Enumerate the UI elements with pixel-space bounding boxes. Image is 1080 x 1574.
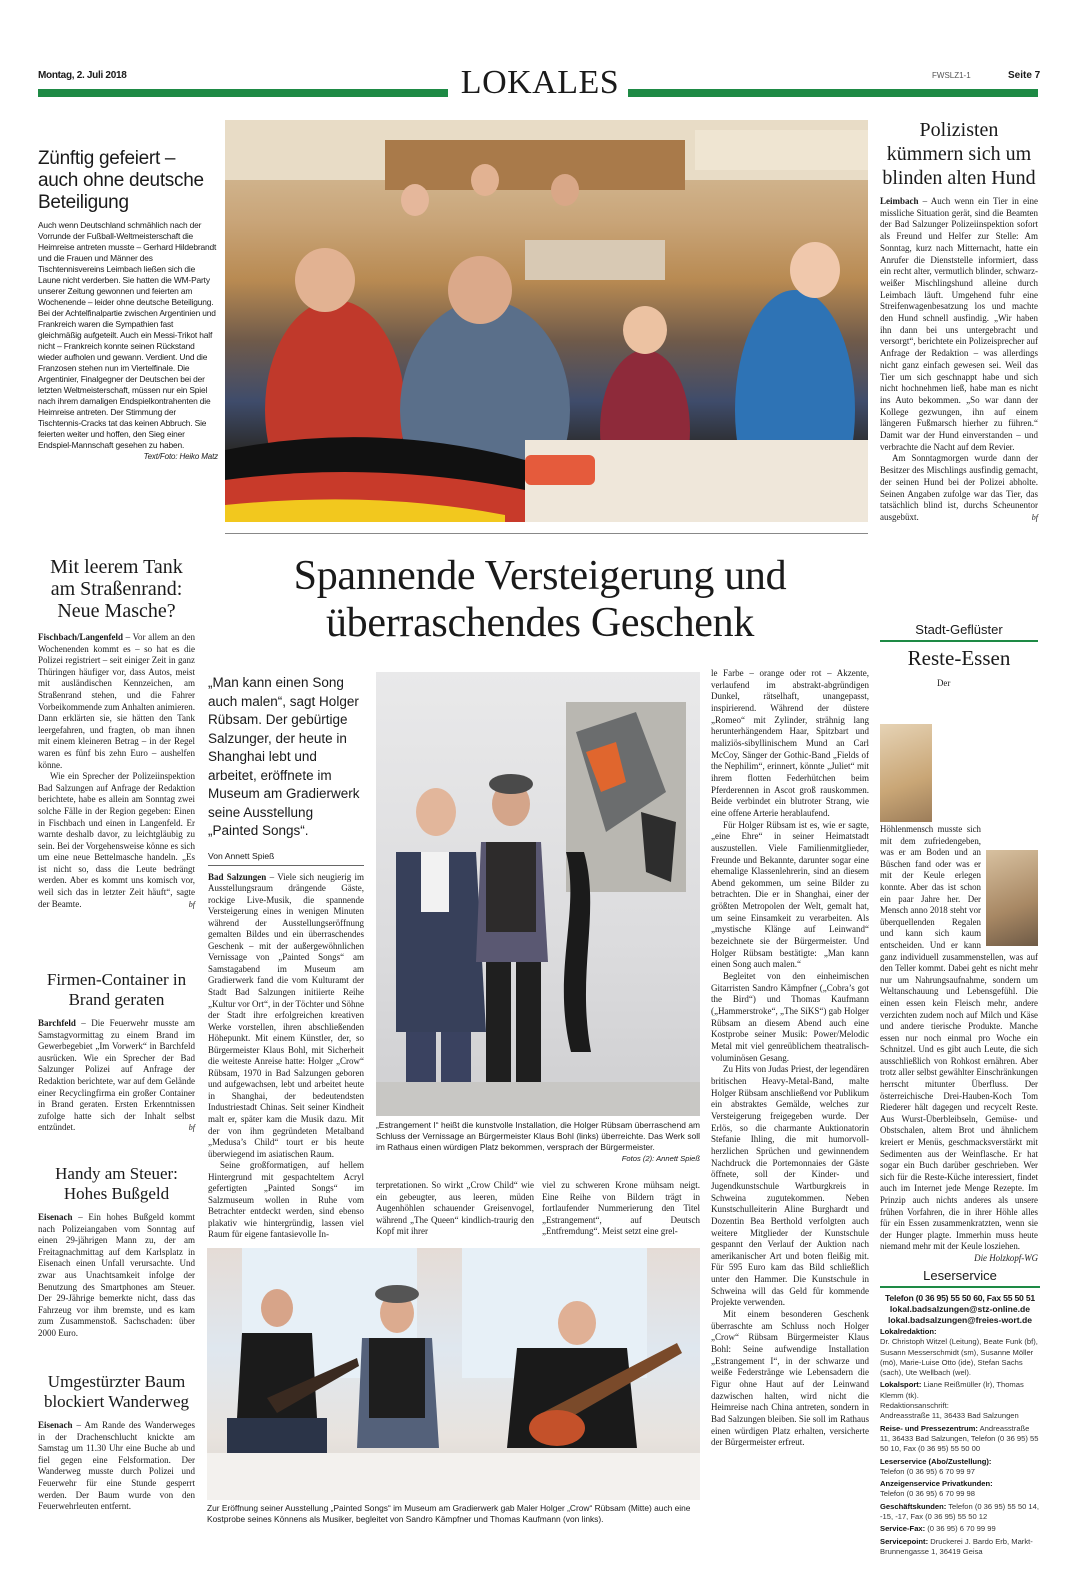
header-rule-right <box>628 89 1038 97</box>
main-headline: Spannende Versteigerung und überraschendes Geschenk <box>293 553 787 646</box>
article-body-5: Mit einem besonderen Geschenk überraschte am Schluss noch Holger „Crow“ Rübsam Bürgermeister Klaus Bohl: Seine aufwendige Installation „Estrangement I“, in der schwarze und weiße Federstränge wie Lebensadern die Figur ohne Haut auf der Leinwand dazwischen halten, wird nicht die Heimreise nach China antreten, sondern in Bad Salzungen bleiben. Sie soll im Rathaus einen würdigen Platz erhalten, versicherte der Bürgermeister erfreut. <box>711 1309 869 1448</box>
main-article-col1 <box>208 674 364 1241</box>
author-initials: bf <box>188 899 195 909</box>
header-rule-left <box>38 89 448 97</box>
body-text: – Am Rande des Wanderweges in der Drachenschlucht knickte am Samstag um 11.30 Uhr eine Buche ab und fiel gegen eine Felsformation. Der Wanderweg musste durch Polizei und Feuerwehr für eine Stunde gesperrt werden. Der Baum wurde von den Feuerwehrleuten entfernt. <box>38 1420 195 1512</box>
photo-credit: Fotos (2): Annett Spieß <box>621 1154 700 1163</box>
glosse-body-wrap <box>880 678 1038 1265</box>
anzeigen-phone: Telefon (0 36 95) 6 70 99 98 <box>880 1489 975 1499</box>
article-hund <box>880 118 1038 524</box>
servicepoint: Druckerei J. Bardo Erb, Markt-Brunnengasse 1, 36419 Geisa <box>880 1536 1033 1556</box>
headline: Polizisten kümmern sich um blinden alten Hund <box>882 119 1036 189</box>
article-fussball <box>38 148 218 462</box>
article-body-4: Zu Hits von Judas Priest, der legendären britischen Heavy-Metal-Band, malte Holger Rübsam anschließend vor Publikum ein abstraktes Gemälde, welches zur Versteigerung freigegeben wurde. Der Erlös, so die charmante Auktionatorin Stefanie Ihling, die mit humorvoll-herzlichen Sprüchen und gewinnendem Nachdruck die Portemonnaies der Gäste öffnete, soll der Kinder- und Jugendkunstschule Wartburgkreis in Schweina zugutekommen. Neben Kunstschulleiterin Aline Burghardt und Dozentin Bea Berthold verfolgten auch weitere Mitglieder der Kunstschule gespannt den Verlauf der Auktion nach amerikanischer Art und boten fleißig mit. Für 595 Euro kam das Bild schließlich unter den Hammer. Die Kunstschule in Schweina will das Geld für kommende Projekte verwenden. <box>711 1064 869 1308</box>
article-body: le Farbe – orange oder rot – Akzente, verlaufend im abstrakt-abgründigen Dunkel, rätselhaft, unangepasst, inspirierend. Während der düstere „Romeo“ mit Zylinder, strähnig lang herunterhängendem Haar, Spitzbart und maliziös-sibyllinischem Mund an Carl McCoy, Sänger der Gothic-Band „Fields of the Nephilim“, erinnert, könnte „Juliet“ mit ihrem flotten Federhütchen beim Pferderennen in Ascot groß rauskommen. Beide verbindet ein blutroter Strang, wie eine offene Arterie herablaufend. <box>711 668 869 818</box>
servicefax-label: Service-Fax: <box>880 1524 926 1534</box>
leserservice-title: Leserservice <box>880 1268 1040 1288</box>
contact-phone[interactable]: Telefon (0 36 95) 55 50 60, Fax 55 50 51 <box>885 1293 1035 1303</box>
article-body <box>38 220 218 461</box>
main-article-col3: viel zu schweren Krone mühsam neigt. Eine Reihe von Bildern trägt in fortlaufender Nummerierung den Titel „Estrangement“, auf Deutsch „Entfremdung“. Meist setzt eine grel- <box>542 1180 700 1237</box>
photo-caption-band: Zur Eröffnung seiner Ausstellung „Painted Songs“ im Museum am Gradierwerk gab Maler Holger „Crow“ Rübsam (Mitte) auch eine Kostprobe seines Könnens als Musiker, begleitet von Sandro Kämpfner und Thomas Kaufmann (von links). <box>207 1503 691 1524</box>
body-text: – Die Feuerwehr musste am Samstagvormittag zu einem Brand im Gewerbegebiet „Im Vorwerk“ in Barchfeld ausrücken. Wie ein Sprecher der Bad Salzunger Polizei auf Anfrage der Redaktion berichtete, war auf dem Gelände einer Recyclingfirma ein großer Container in Brand geraten. Ersten Erkenntnissen zufolge hatte sich der Inhalt selbst entzündet. <box>38 1018 195 1133</box>
body-text: – Ein hohes Bußgeld kommt nach Polizeiangaben vom Sonntag auf einen 29-jährigen Mann zu, der am Freitagnachmittag auf dem Karlsplatz in Eisenach einen Unfall verursachte. Und zwar aus Unachtsamkeit infolge der Benutzung des Smartphones am Steuer. Der 29-Jährige bemerkte nicht, dass das Fahrzeug vor ihm bremste, und es kam zum Zusammenstoß. Sachschaden: über 2000 Euro. <box>38 1212 195 1338</box>
sculpture-head-photo <box>880 724 932 822</box>
article-body-2: Für Holger Rübsam ist es, wie er sagte, „eine Ehre“ in seiner Heimatstadt auszustellen. Viele Familienmitglieder, Freunde und Bekannte, darunter sogar eine ehemalige Klassenlehrerin, sind an diesem Abend gekommen, um seine Bilder zu betrachten. Die er in Shanghai, einer der größten Metropolen der Welt, gemalt hat, um seine Einsamkeit zu verarbeiten. Als „mystische Klänge auf Leinwand“ bezeichnete sie der Bürgermeister. Und Holger Rübsam bestätigte: „Man kann einen Song auch malen.“ <box>711 819 869 970</box>
article-body <box>38 1420 195 1513</box>
reisezentrum-label: Reise- und Pressezentrum: <box>880 1423 978 1433</box>
caption-text: „Estrangement I“ heißt die kunstvolle Installation, die Holger Rübsam überraschend am Schluss der Vernissage an Bürgermeister Klaus Bohl (links) überreichte. Das Werk soll im Rathaus einen würdigen Platz bekommen, versprach der Bürgermeister. <box>376 1120 700 1152</box>
author-initials: bf <box>1031 512 1038 522</box>
band-photo <box>207 1248 700 1500</box>
lokalredaktion-staff: Dr. Christoph Witzel (Leitung), Beate Funk (bf), Susann Messerschmidt (sm), Susanne Möller (mö), Marie-Luise Otto (ide), Stefan Sachs (sach), Ute Wellbach (wel). <box>880 1337 1038 1378</box>
body-text: Auch wenn Deutschland schmählich nach der Vorrunde der Fußball-Weltmeisterschaft die Heimreise antreten musste – Gerhard Hildebrandt und die Frauen und Männer des Tischtennisvereins Leimbach ließen sich die Laune nicht verderben. Sie hatten die WM-Party unserer Zeitung gewonnen und feierten am Wochenende – leider ohne deutsche Beteiligung. Bei der Achtelfinalpartie zwischen Argentinien und Frankreich waren die Sympathien fast gleichmäßig aufgeteilt. Auch ein Messi-Trikot half nicht – Frankreich konnte seinen Rückstand wieder aufholen und gewann. Verdient. Und die Franzosen stehen nun im Viertelfinale. Die Argentinier, Finalgegner der Deutschen bei der letzten Weltmeisterschaft, müssen nur ein Spiel nach ihrem damaligen Endspielkontrahenten die Heimreise antreten. Der Stimmung der Tischtennis-Cracks tat das keinen Abbruch. Sie feierten weiter und hoffen, den Sieg einer Endspiel-Mannschaft gesehen zu haben. <box>38 220 217 450</box>
anzeigen-label: Anzeigenservice Privatkunden: <box>880 1479 993 1489</box>
leserservice-box <box>880 1268 1040 1557</box>
lokalsport-staff: Liane Reißmüller (lr), Thomas Klemm (tk). <box>880 1380 1024 1400</box>
party-photo-illustration <box>225 120 868 522</box>
article-body <box>38 632 195 771</box>
body-text: – Viele sich neugierig im Ausstellungsraum drängende Gäste, rockige Live-Musik, die spannende Versteigerung eines in wenigen Minuten während der Ausstellungseröffnung gemalten Bildes und ein überraschendes Geschenk – mit der außergewöhnlichen Vernissage von „Painted Songs“ am Samstagabend im Museum am Gradierwerk fand die vom Kulturamt der Stadt Bad Salzungen initiierte Reihe „Kultur vor Ort“, in der Töchter und Söhne der Stadt ihre erfolgreichen kreativen Werke vorstellen, ihren abschließenden Höhepunkt. Mit einem Künstler, der, so Bürgermeister Klaus Bohl, mit Sicherheit die weiteste Anreise hatte: Holger „Crow“ Rübsam, 1970 in Bad Salzungen geboren und aufgewachsen, lebt und arbeitet heute in Shanghai, der bedeutendsten Industriestadt Chinas. Seit seiner Kindheit malt er, später kam die Musik dazu. Mit der von ihm gegründeten Metalband „Medusa’s Child“ tourt er bis heute überwiegend im asiatischen Raum. <box>208 871 364 1159</box>
abo-phone: Telefon (0 36 95) 6 70 99 97 <box>880 1466 975 1476</box>
main-article-col2: terpretationen. So wirkt „Crow Child“ wie ein gebeugter, aus leeren, müden Augenhöhlen schauender Greisenvogel, während „The Queen“ kindlich-traurig den Kopf mit ihrer <box>376 1180 534 1237</box>
dateline: Eisenach <box>38 1212 73 1222</box>
dateline: Fischbach/Langenfeld <box>38 632 124 642</box>
headline: Handy am Steuer: Hohes Bußgeld <box>55 1164 178 1203</box>
author-initials: bf <box>188 1123 195 1133</box>
article-body-2 <box>880 453 1038 523</box>
headline: Firmen-Container in Brand geraten <box>46 970 187 1009</box>
installation-photo <box>376 672 700 1116</box>
divider <box>225 533 868 534</box>
dateline: Barchfeld <box>38 1018 76 1028</box>
lokalsport-label: Lokalsport: <box>880 1380 922 1390</box>
lead-paragraph: „Man kann einen Song auch malen“, sagt Holger Rübsam. Der gebürtige Salzunger, der heute in Shanghai lebt und arbeitet, eröffnete im Museum am Gradierwerk seine Ausstellung „Painted Songs“. <box>208 675 360 838</box>
body-text: – Auch wenn ein Tier in eine missliche Situation gerät, sind die Beamten der Bad Salzunger Polizeiinspektion sofort als Freund und Helfer zur Stelle: Am Sonntag, kurz nach Mitternacht, hatte ein Anrufer die Dienststelle informiert, dass ein recht alter, vermutlich blinder, schwarz-weißer Mischlingshund alleine durch Leimbach läuft. Umgehend fuhr eine Streifenwagenbesatzung los und machte den Hund schnell ausfindig. „Wir haben ihn dann bei uns untergebracht und versorgt“, berichtete ein Polizeisprecher auf Anfrage der Redaktion – was allerdings nicht ganz einfach gewesen sei. Weil das Tier um sich geschnappt habe und sich nicht hochnehmen ließ, habe man es nicht ins Auto bekommen. „So war dann der Kollege gezwungen, ihn auf einem längeren Fußmarsch hierher zu führen.“ Damit war der Hund einverstanden – und verbrachte die Nacht auf dem Revier. <box>880 196 1039 452</box>
photo-credit: Text/Foto: Heiko Matz <box>143 452 218 461</box>
dateline: Leimbach <box>880 196 919 206</box>
issue-date: Montag, 2. Juli 2018 <box>38 70 127 81</box>
geschaeftskunden: Telefon (0 36 95) 55 50 14, -15, -17, Fax (0 36 95) 55 50 12 <box>880 1501 1039 1522</box>
body-text: – Vor allem an den Wochenenden kommt es – so hat es die Polizei registriert – seit einiger Zeit in ganz Thüringen häufiger vor, dass Autos, meist mit ausländischen Kennzeichen, am Straßenrand stehen, und die Fahrer Vorbeikommende zum Anhalten animieren. Dann erklärten sie, sie hätten den Tank leergefahren, und fragten, ob man ihnen mit einem kleineren Betrag – in der Regel waren es fünf bis zehn Euro – aushelfen könne. <box>38 632 195 770</box>
sculpture-bust-photo <box>986 850 1038 946</box>
article-body-3: Begleitet von den einheimischen Gitarristen Sandro Kämpfner („Cobra’s got the Bird“) und Thomas Kaufmann („Hammerstroke“, „The SiKS“) gab Holger Rübsam an diesem Abend auch eine Kostprobe seiner Musik: Power/Melodic Metal mit viel genreüblichem theatralisch-voluminösen Gesang. <box>711 971 869 1063</box>
article-baum <box>38 1372 195 1513</box>
section-title: LOKALES <box>460 64 620 101</box>
page-number: Seite 7 <box>1008 70 1041 81</box>
anschrift: Andreasstraße 11, 36433 Bad Salzungen <box>880 1411 1019 1421</box>
article-handy <box>38 1164 195 1340</box>
reisezentrum: Andreasstraße 11, 36433 Bad Salzungen, Telefon (0 36 95) 55 50 10, Fax (0 36 95) 55 50 00 <box>880 1423 1039 1454</box>
article-body-2 <box>38 771 195 910</box>
photo-caption-installation <box>376 1120 700 1164</box>
article-body <box>38 1018 195 1134</box>
servicefax: (0 36 95) 6 70 99 99 <box>925 1524 996 1534</box>
article-tank <box>38 556 195 910</box>
headline: Umgestürzter Baum blockiert Wanderweg <box>43 1372 190 1411</box>
article-container <box>38 970 195 1134</box>
signature: Die Holzkopf-WG <box>974 1252 1038 1263</box>
main-article-col4 <box>711 668 869 1449</box>
lokalredaktion-label: Lokalredaktion: <box>880 1327 937 1336</box>
abo-label: Leserservice (Abo/Zustellung): <box>880 1456 992 1466</box>
party-photo <box>225 120 868 522</box>
edition-code: FWSLZ1-1 <box>932 71 971 80</box>
column-kicker: Stadt-Geflüster <box>880 622 1038 642</box>
servicepoint-label: Servicepoint: <box>880 1536 929 1546</box>
headline: Mit leerem Tank am Straßenrand: Neue Masche? <box>50 556 183 622</box>
body-text: Am Sonntagmorgen wurde dann der Besitzer des Mischlings ausfindig gemacht, der seinen Hund bei der Polizei abholte. Seinen Angaben zufolge war das Tier, das tatsächlich blind ist, durchs Scheunentor ausgebüxt. <box>880 453 1038 522</box>
band-photo-illustration <box>207 1248 700 1500</box>
installation-photo-illustration <box>376 672 700 1116</box>
byline: Von Annett Spieß <box>208 851 364 866</box>
dateline: Bad Salzungen <box>208 871 267 882</box>
anschrift-label: Redaktionsanschrift: <box>880 1401 949 1411</box>
body-text: Der Höhlenmensch musste sich mit dem zufriedengeben, was er am Boden und an Büschen fand oder was er mit der Keule erlegen konnte. Aber das ist schon ein paar Jahre her. Der Mensch anno 2018 steht vor überquellenden Regalen und kann sich kaum entscheiden. Und er kann ganz individuell zusammenstellen, was auf den Teller kommt. Dabei geht es nicht mehr nur um Nahrungsaufnahme, sondern um Weltanschauung und Lebensgefühl. Die einen essen kein Fleisch mehr, andere verzichten zudem noch auf Milch und Käse und andere tierische Produkte. Manche essen nur noch einmal pro Woche ein Schnitzel. Und es gibt auch Leute, die sich ausschließlich von Rohkost ernähren. Aber trotz aller selbst gewählter Einschränkungen herrscht mitunter Überfluss. Der österreichische Drei-Hauben-Koch Tom Riederer hält dagegen und recycelt Reste. Aus Wurst-Überbleibseln, Gemüse- und Obstschalen, altem Brot und ähnlichem kreiert er Menüs, geschmacksverstärkt mit Sedimenten aus der Weinflasche. Er hat sogar ein Buch darüber geschrieben. Wer sich für die Reste-Küche interessiert, findet auch im Internet jede Menge Rezepte. Im Prinzip auch nichts anderes als unsere frühen Vorfahren, die in ihrer Höhle alles für ein Essen zusammenkratzten, wenn sie der Hunger plagte. Immerhin muss heute niemand mehr mit der Keule losziehen. <box>880 678 1038 1252</box>
headline: Reste-Essen <box>907 646 1011 670</box>
article-body <box>208 872 364 1161</box>
geschaeftskunden-label: Geschäftskunden: <box>880 1501 947 1511</box>
column-glosse <box>880 622 1038 1265</box>
body-text: Wie ein Sprecher der Polizeiinspektion Bad Salzungen auf Anfrage der Redaktion berichtete, habe es allein am Sonntag zwei solche Fälle in der Region gegeben: Einen in Fischbach und einen in Langenfeld. Er warnte deshalb davor, zu leichtgläubig zu sein. Bei der Vorgehensweise könne es sich um eine neue Bettelmasche handeln. „Es ist nicht so, dass die Leute bedrängt werden. Aber es kommt uns komisch vor, weil sich das in letzter Zeit häuft“, sagte der Beamte. <box>38 771 195 909</box>
headline: Zünftig gefeiert – auch ohne deutsche Beteiligung <box>38 148 204 213</box>
article-body <box>880 196 1038 453</box>
contact-email-fw[interactable]: lokal.badsalzungen@freies-wort.de <box>888 1315 1032 1325</box>
article-body <box>38 1212 195 1340</box>
article-body-2: Seine großformatigen, auf hellem Hintergrund mit gespachteltem Acryl gefertigten „Painted Songs“ im Salzmuseum wollen in Ruhe vom Betrachter entdeckt werden, sind ebenso plakativ wie hintergründig, lassen viel Raum für eigene fantasievolle In- <box>208 1160 364 1240</box>
dateline: Eisenach <box>38 1420 73 1430</box>
contact-email-stz[interactable]: lokal.badsalzungen@stz-online.de <box>889 1304 1031 1314</box>
